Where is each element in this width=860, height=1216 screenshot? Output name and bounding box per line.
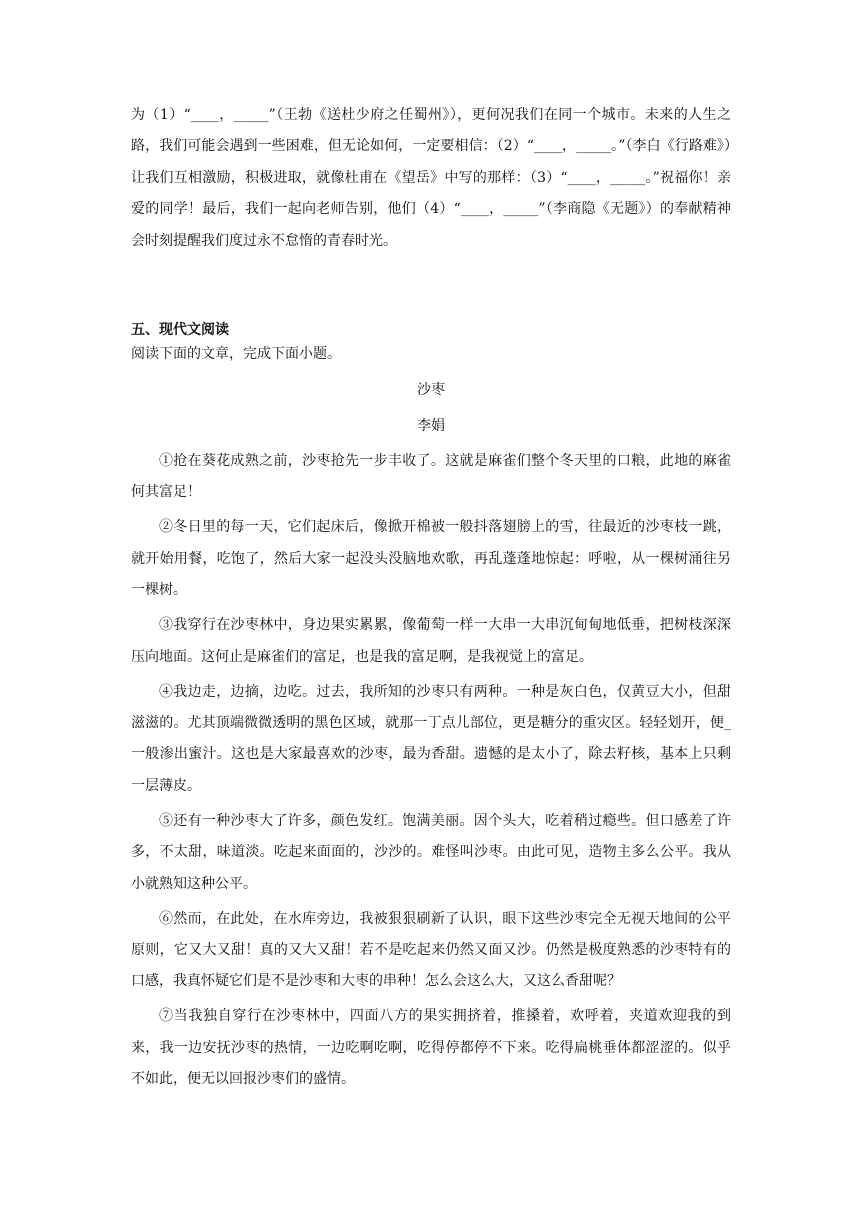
article-paragraph-4: ④我边走，边摘，边吃。过去，我所知的沙枣只有两种。一种是灰白色，仅黄豆大小，但甜滋滋的。尤其顶端微微透明的黑色区域，就那一丁点儿部位，更是糖分的重灾区。轻轻划开，便_一般渗出蜜汁。这也是大家最喜欢的沙枣，最为香甜。遗憾的是太小了，除去籽核，基本上只剩一层薄皮。	[131, 683, 731, 794]
article-paragraph-5: ⑤还有一种沙枣大了许多，颜色发红。饱满美丽。因个头大，吃着稍过瘾些。但口感差了许多，不太甜，味道淡。吃起来面面的，沙沙的。难怪叫沙枣。由此可见，造物主多么公平。我从小就熟知这种公平。	[131, 812, 731, 892]
section-instruction: 阅读下面的文章，完成下面小题。	[131, 346, 341, 362]
article-body	[131, 446, 731, 1099]
intro-paragraph: 为（1）“____，_____”（王勃《送杜少府之任蜀州》），更何况我们在同一个城市。未来的人生之路，我们可能会遇到一些困难，但无论如何，一定要相信：（2）“____，_____。”（李白《行路难》）让我们互相激励，积极进取，就像杜甫在《望岳》中写的那样：（3）“____，_____。”祝福你！亲爱的同学！最后，我们一起向老师告别，他们（4）“____，_____”（李商隐《无题》）的奉献精神会时刻提醒我们度过永不怠惰的青春时光。	[131, 107, 731, 249]
article-paragraph-7: ⑦当我独自穿行在沙枣林中，四面八方的果实拥挤着，推搡着，欢呼着，夹道欢迎我的到来，我一边安抚沙枣的热情，一边吃啊吃啊，吃得停都停不下来。吃得扁桃垂体都涩涩的。似乎不如此，便无以回报沙枣们的盛情。	[131, 1008, 731, 1088]
article-title: 沙枣	[417, 382, 445, 398]
article-paragraph-6: ⑥然而，在此处，在水库旁边，我被狠狠刷新了认识，眼下这些沙枣完全无视天地间的公平原则，它又大又甜！真的又大又甜！若不是吃起来仍然又面又沙。仍然是极度熟悉的沙枣特有的口感，我真怀疑它们是不是沙枣和大枣的串种！怎么会这么大，又这么香甜呢？	[131, 910, 731, 990]
article-author: 李娟	[417, 418, 445, 434]
article-paragraph-1: ①抢在葵花成熟之前，沙枣抢先一步丰收了。这就是麻雀们整个冬天里的口粮，此地的麻雀何其富足！	[131, 453, 731, 501]
article-paragraph-3: ③我穿行在沙枣林中，身边果实累累，像葡萄一样一大串一大串沉甸甸地低垂，把树枝深深压向地面。这何止是麻雀们的富足，也是我的富足啊，是我视觉上的富足。	[131, 617, 731, 665]
article-paragraph-2: ②冬日里的每一天，它们起床后，像掀开棉被一般抖落翅膀上的雪，往最近的沙枣枝一跳，就开始用餐，吃饱了，然后大家一起没头没脑地欢歌，再乱蓬蓬地惊起：呼啦，从一棵树涌往另一棵树。	[131, 519, 731, 599]
section-heading: 五、现代文阅读	[131, 322, 229, 338]
